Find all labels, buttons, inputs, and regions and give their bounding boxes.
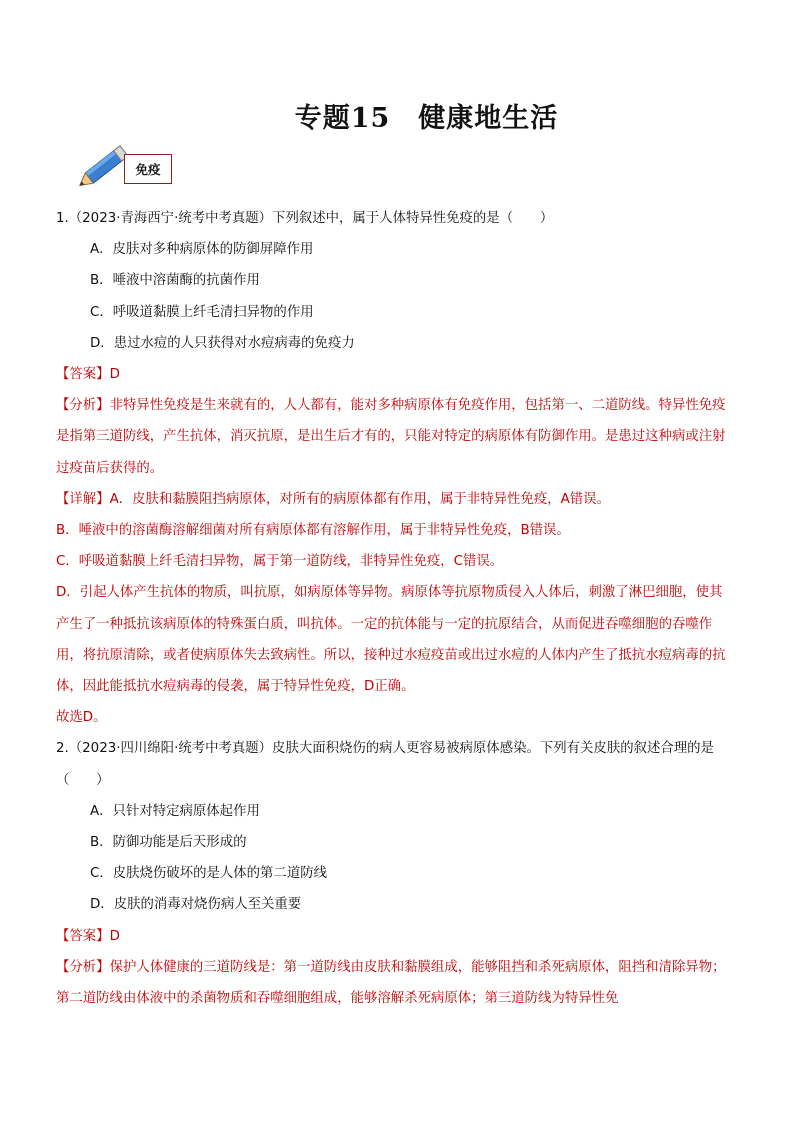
section-badge-label: 免疫: [124, 154, 172, 184]
q1-detail-a: [56, 484, 726, 515]
q1-conclusion: 故选D。: [56, 710, 107, 726]
q2-answer: [56, 921, 726, 952]
detail-text: A．皮肤和黏膜阻挡病原体，对所有的病原体都有作用，属于非特异性免疫，A错误。: [109, 491, 610, 507]
q2-option-b: B．防御功能是后天形成的: [90, 835, 247, 851]
q1-analysis: [56, 390, 726, 484]
analysis-tag: 【分析】: [56, 959, 110, 975]
q1-detail-b: B．唾液中的溶菌酶溶解细菌对所有病原体都有溶解作用，属于非特异性免疫，B错误。: [56, 523, 570, 539]
q1-stem: 1.（2023·青海西宁·统考中考真题）下列叙述中，属于人体特异性免疫的是（ ）: [56, 211, 554, 226]
q1-answer: [56, 359, 726, 390]
q2-option-c: C．皮肤烧伤破坏的是人体的第二道防线: [90, 866, 327, 882]
q2-option-a: A．只针对特定病原体起作用: [90, 803, 260, 819]
q1-option-b: B．唾液中溶菌酶的抗菌作用: [90, 273, 260, 289]
q1-option-c: C．呼吸道黏膜上纤毛清扫异物的作用: [90, 304, 314, 320]
answer-tag: 【答案】: [56, 928, 110, 944]
answer-value: D: [109, 367, 120, 383]
answer-tag: 【答案】: [56, 367, 110, 383]
answer-value: D: [109, 928, 120, 944]
analysis-tag: 【分析】: [56, 398, 110, 414]
analysis-text: 非特异性免疫是生来就有的，人人都有，能对多种病原体有免疫作用，包括第一、二道防线。特异性免疫是指第三道防线，产生抗体，消灭抗原，是出生后才有的，只能对特定的病原体有防御作用。是患过这种病或注射过疫苗后获得的。: [56, 398, 726, 476]
q1-option-d: D．患过水痘的人只获得对水痘病毒的免疫力: [90, 335, 355, 351]
q2-analysis: [56, 952, 726, 1014]
q1-option-a: A．皮肤对多种病原体的防御屏障作用: [90, 242, 314, 258]
section-badge: [72, 142, 182, 194]
question-content: [56, 203, 726, 1014]
q2-option-d: D．皮肤的消毒对烧伤病人至关重要: [90, 897, 302, 913]
analysis-text: 保护人体健康的三道防线是：第一道防线由皮肤和黏膜组成，能够阻挡和杀死病原体，阻挡和清除异物；第二道防线由体液中的杀菌物质和吞噬细胞组成，能够溶解杀死病原体；第三道防线为特异性免: [56, 959, 726, 1007]
detail-tag: 【详解】: [56, 491, 110, 507]
page-title: 专题15 健康地生活: [294, 103, 559, 134]
q2-stem: 2.（2023·四川绵阳·统考中考真题）皮肤大面积烧伤的病人更容易被病原体感染。下列有关皮肤的叙述合理的是（ ）: [56, 741, 714, 788]
q1-detail-c: C．呼吸道黏膜上纤毛清扫异物，属于第一道防线，非特异性免疫，C错误。: [56, 554, 504, 570]
q1-detail-d: D．引起人体产生抗体的物质，叫抗原，如病原体等异物。病原体等抗原物质侵入人体后，刺激了淋巴细胞，使其产生了一种抵抗该病原体的特殊蛋白质，叫抗体。一定的抗体能与一定的抗原结合，从而促进吞噬细胞的吞噬作用，将抗原清除，或者使病原体失去致病性。所以，接种过水痘疫苗或出过水痘的人体内产生了抵抗水痘病毒的抗体，因此能抵抗水痘病毒的侵袭，属于特异性免疫，D正确。: [56, 585, 726, 695]
